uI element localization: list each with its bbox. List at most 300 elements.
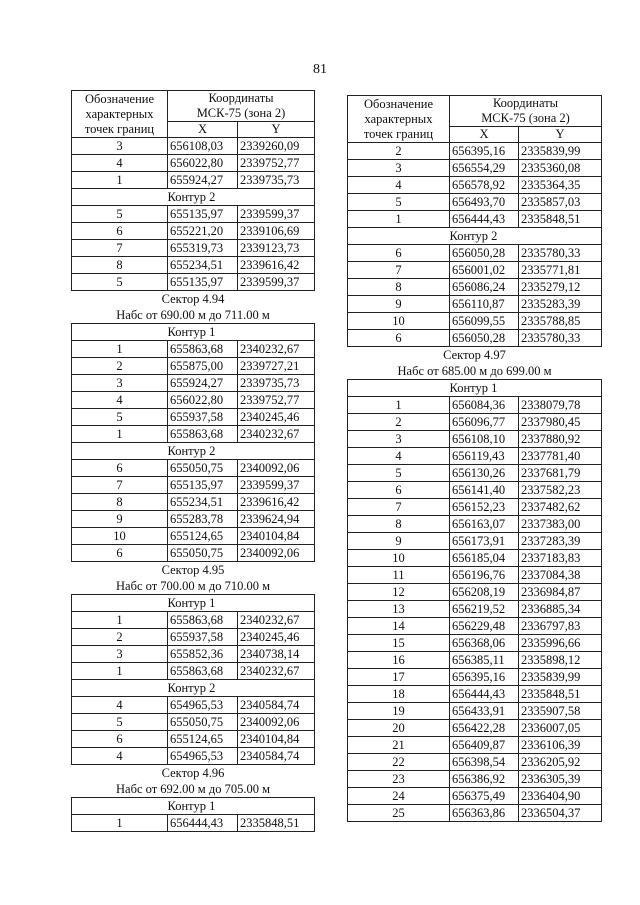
sector-label: Сектор 4.95	[161, 563, 225, 577]
x-value: 656050,28	[450, 330, 519, 347]
point-number: 8	[72, 257, 168, 274]
y-value: 2339599,37	[238, 477, 315, 494]
contour-spacer	[72, 443, 168, 460]
point-number: 1	[72, 172, 168, 189]
y-value: 2336205,92	[519, 754, 602, 771]
sector-row	[72, 562, 315, 579]
sector-label: Набс от 692.00 м до 705.00 м	[116, 782, 270, 796]
table-row	[348, 431, 602, 448]
y-value: 2340232,67	[238, 612, 315, 629]
y-value: 2340245,46	[238, 409, 315, 426]
x-value: 656444,43	[168, 815, 238, 832]
contour-label: Контур 2	[168, 680, 315, 697]
contour-spacer	[348, 380, 450, 397]
point-number: 1	[72, 341, 168, 358]
point-label-header-line: точек границ	[363, 126, 434, 141]
table-row	[72, 545, 315, 562]
x-value: 656084,36	[450, 397, 519, 414]
point-number: 4	[72, 392, 168, 409]
coords-header-line: МСК-75 (зона 2)	[481, 111, 570, 125]
y-value: 2337681,79	[519, 465, 602, 482]
table-row	[72, 748, 315, 765]
point-number: 6	[72, 545, 168, 562]
contour-label: Контур 2	[168, 443, 315, 460]
point-number: 7	[72, 477, 168, 494]
coords-header-line: МСК-75 (зона 2)	[196, 106, 286, 120]
table-row	[72, 206, 315, 223]
table-row	[348, 245, 602, 262]
point-number: 3	[348, 431, 450, 448]
y-value: 2340232,67	[238, 426, 315, 443]
point-label-header	[72, 91, 168, 138]
point-number: 1	[348, 211, 450, 228]
point-number: 6	[348, 330, 450, 347]
table-row	[72, 409, 315, 426]
point-number: 7	[72, 240, 168, 257]
contour-spacer	[72, 595, 168, 612]
table-row	[348, 499, 602, 516]
point-number: 4	[72, 697, 168, 714]
y-value: 2337582,23	[519, 482, 602, 499]
x-value: 656086,24	[450, 279, 519, 296]
contour-row	[72, 798, 315, 815]
y-value: 2340104,84	[238, 528, 315, 545]
x-value: 655863,68	[168, 426, 238, 443]
point-number: 3	[72, 375, 168, 392]
table-row	[348, 550, 602, 567]
table-row	[72, 460, 315, 477]
x-value: 656385,11	[450, 652, 519, 669]
table-row	[348, 686, 602, 703]
y-value: 2339106,69	[238, 223, 315, 240]
point-number: 8	[348, 516, 450, 533]
contour-spacer	[72, 798, 168, 815]
table-row	[72, 375, 315, 392]
point-label-header-line: характерных	[85, 106, 154, 121]
x-value: 655319,73	[168, 240, 238, 257]
point-number: 6	[348, 482, 450, 499]
y-value: 2339123,73	[238, 240, 315, 257]
x-value: 656108,10	[450, 431, 519, 448]
contour-row	[72, 680, 315, 697]
x-value: 656163,07	[450, 516, 519, 533]
x-value: 656493,70	[450, 194, 519, 211]
table-row	[72, 612, 315, 629]
sector-label: Набс от 700.00 м до 710.00 м	[116, 579, 270, 593]
point-number: 5	[72, 274, 168, 291]
table-row	[72, 392, 315, 409]
table-row	[348, 262, 602, 279]
y-value: 2335839,99	[519, 143, 602, 160]
table-row	[348, 516, 602, 533]
y-value: 2340245,46	[238, 629, 315, 646]
y-value: 2335360,08	[519, 160, 602, 177]
table-row	[72, 341, 315, 358]
y-value: 2335898,12	[519, 652, 602, 669]
y-value: 2337383,00	[519, 516, 602, 533]
point-number: 7	[348, 499, 450, 516]
table-row	[348, 279, 602, 296]
y-value: 2340232,67	[238, 341, 315, 358]
y-value: 2339735,73	[238, 172, 315, 189]
table-row	[72, 172, 315, 189]
point-label-header-line: Обозначение	[84, 91, 155, 106]
y-value: 2335283,39	[519, 296, 602, 313]
point-number: 4	[348, 448, 450, 465]
point-number: 2	[348, 414, 450, 431]
x-value: 654965,53	[168, 697, 238, 714]
table-row	[348, 160, 602, 177]
point-number: 11	[348, 567, 450, 584]
table-row	[72, 477, 315, 494]
x-value: 655050,75	[168, 545, 238, 562]
table-row	[72, 646, 315, 663]
coords-header-line: Координаты	[208, 91, 274, 105]
x-value: 656386,92	[450, 771, 519, 788]
x-value: 656363,86	[450, 805, 519, 822]
table-row	[72, 697, 315, 714]
table-row	[348, 584, 602, 601]
x-value: 655937,58	[168, 409, 238, 426]
sector-row	[348, 363, 602, 380]
x-value: 655937,58	[168, 629, 238, 646]
point-label-header	[348, 96, 450, 143]
point-number: 3	[72, 138, 168, 155]
point-number: 10	[348, 550, 450, 567]
point-number: 5	[72, 206, 168, 223]
contour-label: Контур 1	[450, 380, 602, 397]
point-number: 7	[348, 262, 450, 279]
x-value: 656422,28	[450, 720, 519, 737]
x-value: 656110,87	[450, 296, 519, 313]
point-number: 4	[72, 748, 168, 765]
table-row	[72, 494, 315, 511]
x-value: 655863,68	[168, 341, 238, 358]
x-value: 655124,65	[168, 731, 238, 748]
table-row	[348, 482, 602, 499]
x-value: 656229,48	[450, 618, 519, 635]
y-value: 2336984,87	[519, 584, 602, 601]
sector-row	[72, 781, 315, 798]
contour-label: Контур 2	[450, 228, 602, 245]
point-number: 2	[72, 358, 168, 375]
table-row	[348, 805, 602, 822]
y-value: 2335771,81	[519, 262, 602, 279]
y-value: 2336504,37	[519, 805, 602, 822]
x-value: 654965,53	[168, 748, 238, 765]
x-value: 656375,49	[450, 788, 519, 805]
x-value: 655924,27	[168, 375, 238, 392]
y-value: 2339752,77	[238, 155, 315, 172]
contour-spacer	[72, 189, 168, 206]
right-coordinates-table	[347, 95, 601, 822]
coords-header	[450, 96, 602, 127]
x-value: 655050,75	[168, 460, 238, 477]
y-value: 2340584,74	[238, 697, 315, 714]
y-value: 2336305,39	[519, 771, 602, 788]
x-value: 656444,43	[450, 686, 519, 703]
point-number: 16	[348, 652, 450, 669]
y-value: 2337482,62	[519, 499, 602, 516]
x-value: 656001,02	[450, 262, 519, 279]
contour-row	[72, 595, 315, 612]
x-value: 656395,16	[450, 669, 519, 686]
point-number: 6	[72, 731, 168, 748]
x-value: 655283,78	[168, 511, 238, 528]
table-row	[348, 177, 602, 194]
point-number: 24	[348, 788, 450, 805]
x-value: 656099,55	[450, 313, 519, 330]
point-number: 9	[348, 533, 450, 550]
y-value: 2339616,42	[238, 494, 315, 511]
page-number: 81	[313, 62, 327, 77]
table-row	[348, 313, 602, 330]
point-number: 18	[348, 686, 450, 703]
sector-row	[72, 578, 315, 595]
table-row	[72, 714, 315, 731]
y-value: 2336797,83	[519, 618, 602, 635]
table-row	[72, 731, 315, 748]
y-value: 2340584,74	[238, 748, 315, 765]
contour-row	[72, 324, 315, 341]
y-value: 2336404,90	[519, 788, 602, 805]
contour-row	[348, 228, 602, 245]
point-number: 5	[348, 465, 450, 482]
y-value: 2339260,09	[238, 138, 315, 155]
contour-spacer	[72, 680, 168, 697]
table-row	[348, 448, 602, 465]
y-value: 2335364,35	[519, 177, 602, 194]
y-value: 2335848,51	[238, 815, 315, 832]
table-row	[348, 465, 602, 482]
x-value: 655924,27	[168, 172, 238, 189]
point-number: 1	[348, 397, 450, 414]
table-row	[72, 511, 315, 528]
table-row	[348, 143, 602, 160]
table-row	[348, 296, 602, 313]
table-row	[348, 567, 602, 584]
x-value: 656096,77	[450, 414, 519, 431]
x-value: 656119,43	[450, 448, 519, 465]
point-number: 23	[348, 771, 450, 788]
table-row	[348, 635, 602, 652]
table-row	[348, 397, 602, 414]
y-value: 2339624,94	[238, 511, 315, 528]
left-coordinates-table	[71, 90, 314, 832]
point-number: 3	[72, 646, 168, 663]
table-row	[72, 629, 315, 646]
sector-label: Сектор 4.94	[161, 292, 225, 306]
point-number: 14	[348, 618, 450, 635]
contour-spacer	[72, 324, 168, 341]
x-value: 655234,51	[168, 257, 238, 274]
x-value: 656022,80	[168, 155, 238, 172]
x-value: 656108,03	[168, 138, 238, 155]
contour-label: Контур 1	[168, 798, 315, 815]
y-value: 2340104,84	[238, 731, 315, 748]
point-number: 20	[348, 720, 450, 737]
x-value: 655135,97	[168, 477, 238, 494]
point-number: 4	[72, 155, 168, 172]
x-value: 656444,43	[450, 211, 519, 228]
coords-header	[168, 91, 315, 122]
y-value: 2339735,73	[238, 375, 315, 392]
y-value: 2335907,58	[519, 703, 602, 720]
sector-label: Набс от 690.00 м до 711.00 м	[116, 308, 270, 322]
point-number: 1	[72, 426, 168, 443]
x-value: 656409,87	[450, 737, 519, 754]
x-value: 656022,80	[168, 392, 238, 409]
x-value: 655221,20	[168, 223, 238, 240]
x-value: 656152,23	[450, 499, 519, 516]
contour-row	[72, 443, 315, 460]
table-row	[72, 274, 315, 291]
table-row	[348, 771, 602, 788]
table-row	[72, 815, 315, 832]
y-value: 2340232,67	[238, 663, 315, 680]
point-number: 8	[348, 279, 450, 296]
point-label-header-line: точек границ	[84, 121, 155, 136]
y-value: 2337283,39	[519, 533, 602, 550]
point-number: 1	[72, 815, 168, 832]
table-row	[348, 211, 602, 228]
x-value: 656398,54	[450, 754, 519, 771]
y-value: 2340738,14	[238, 646, 315, 663]
contour-row	[72, 189, 315, 206]
y-value: 2335996,66	[519, 635, 602, 652]
point-number: 5	[72, 714, 168, 731]
y-value: 2340092,06	[238, 714, 315, 731]
x-value: 656578,92	[450, 177, 519, 194]
coords-header-line: Координаты	[492, 96, 559, 110]
point-number: 1	[72, 612, 168, 629]
table-row	[348, 618, 602, 635]
table-row	[72, 223, 315, 240]
y-value: 2336007,05	[519, 720, 602, 737]
x-value: 656130,26	[450, 465, 519, 482]
sector-row	[72, 291, 315, 308]
x-value: 655875,00	[168, 358, 238, 375]
table-row	[348, 533, 602, 550]
point-number: 9	[348, 296, 450, 313]
contour-label: Контур 1	[168, 595, 315, 612]
x-value: 655863,68	[168, 663, 238, 680]
sector-label: Сектор 4.96	[161, 766, 225, 780]
y-value: 2337084,38	[519, 567, 602, 584]
table-row	[348, 669, 602, 686]
table-row	[348, 703, 602, 720]
y-value: 2339616,42	[238, 257, 315, 274]
point-number: 13	[348, 601, 450, 618]
y-value: 2337880,92	[519, 431, 602, 448]
y-value: 2336885,34	[519, 601, 602, 618]
table-row	[348, 737, 602, 754]
table-row	[348, 194, 602, 211]
point-number: 9	[72, 511, 168, 528]
y-value: 2335839,99	[519, 669, 602, 686]
sector-row	[72, 765, 315, 782]
y-value: 2337980,45	[519, 414, 602, 431]
x-value: 656196,76	[450, 567, 519, 584]
x-value: 655124,65	[168, 528, 238, 545]
y-value: 2339727,21	[238, 358, 315, 375]
sector-row	[72, 307, 315, 324]
y-value: 2335780,33	[519, 245, 602, 262]
y-value: 2339599,37	[238, 274, 315, 291]
table-row	[348, 601, 602, 618]
x-value: 656208,19	[450, 584, 519, 601]
sector-label: Сектор 4.97	[443, 348, 506, 362]
y-value: 2338079,78	[519, 397, 602, 414]
table-row	[72, 155, 315, 172]
point-number: 6	[72, 223, 168, 240]
table-row	[72, 257, 315, 274]
point-number: 5	[72, 409, 168, 426]
y-value: 2337183,83	[519, 550, 602, 567]
y-value: 2340092,06	[238, 460, 315, 477]
table-row	[348, 754, 602, 771]
table-row	[72, 138, 315, 155]
x-header: X	[168, 122, 238, 138]
point-number: 3	[348, 160, 450, 177]
y-value: 2335857,03	[519, 194, 602, 211]
y-value: 2336106,39	[519, 737, 602, 754]
point-number: 10	[72, 528, 168, 545]
y-value: 2335848,51	[519, 211, 602, 228]
y-header: Y	[238, 122, 315, 138]
contour-row	[348, 380, 602, 397]
x-value: 656185,04	[450, 550, 519, 567]
point-label-header-line: характерных	[364, 111, 433, 126]
point-number: 8	[72, 494, 168, 511]
x-header: X	[450, 127, 519, 143]
y-value: 2335788,85	[519, 313, 602, 330]
point-number: 10	[348, 313, 450, 330]
y-value: 2339599,37	[238, 206, 315, 223]
point-number: 1	[72, 663, 168, 680]
point-number: 6	[348, 245, 450, 262]
x-value: 656219,52	[450, 601, 519, 618]
x-value: 655135,97	[168, 274, 238, 291]
y-value: 2337781,40	[519, 448, 602, 465]
contour-spacer	[348, 228, 450, 245]
sector-row	[348, 347, 602, 364]
point-number: 12	[348, 584, 450, 601]
x-value: 655852,36	[168, 646, 238, 663]
table-row	[348, 414, 602, 431]
x-value: 656433,91	[450, 703, 519, 720]
point-number: 4	[348, 177, 450, 194]
table-row	[72, 528, 315, 545]
sector-label: Набс от 685.00 м до 699.00 м	[397, 364, 552, 378]
point-number: 5	[348, 194, 450, 211]
table-row	[348, 788, 602, 805]
point-number: 19	[348, 703, 450, 720]
x-value: 656554,29	[450, 160, 519, 177]
table-row	[348, 330, 602, 347]
table-row	[72, 358, 315, 375]
x-value: 656368,06	[450, 635, 519, 652]
y-value: 2339752,77	[238, 392, 315, 409]
point-number: 22	[348, 754, 450, 771]
table-row	[72, 426, 315, 443]
table-row	[72, 663, 315, 680]
x-value: 655234,51	[168, 494, 238, 511]
x-value: 655050,75	[168, 714, 238, 731]
x-value: 655863,68	[168, 612, 238, 629]
point-number: 6	[72, 460, 168, 477]
table-row	[348, 652, 602, 669]
